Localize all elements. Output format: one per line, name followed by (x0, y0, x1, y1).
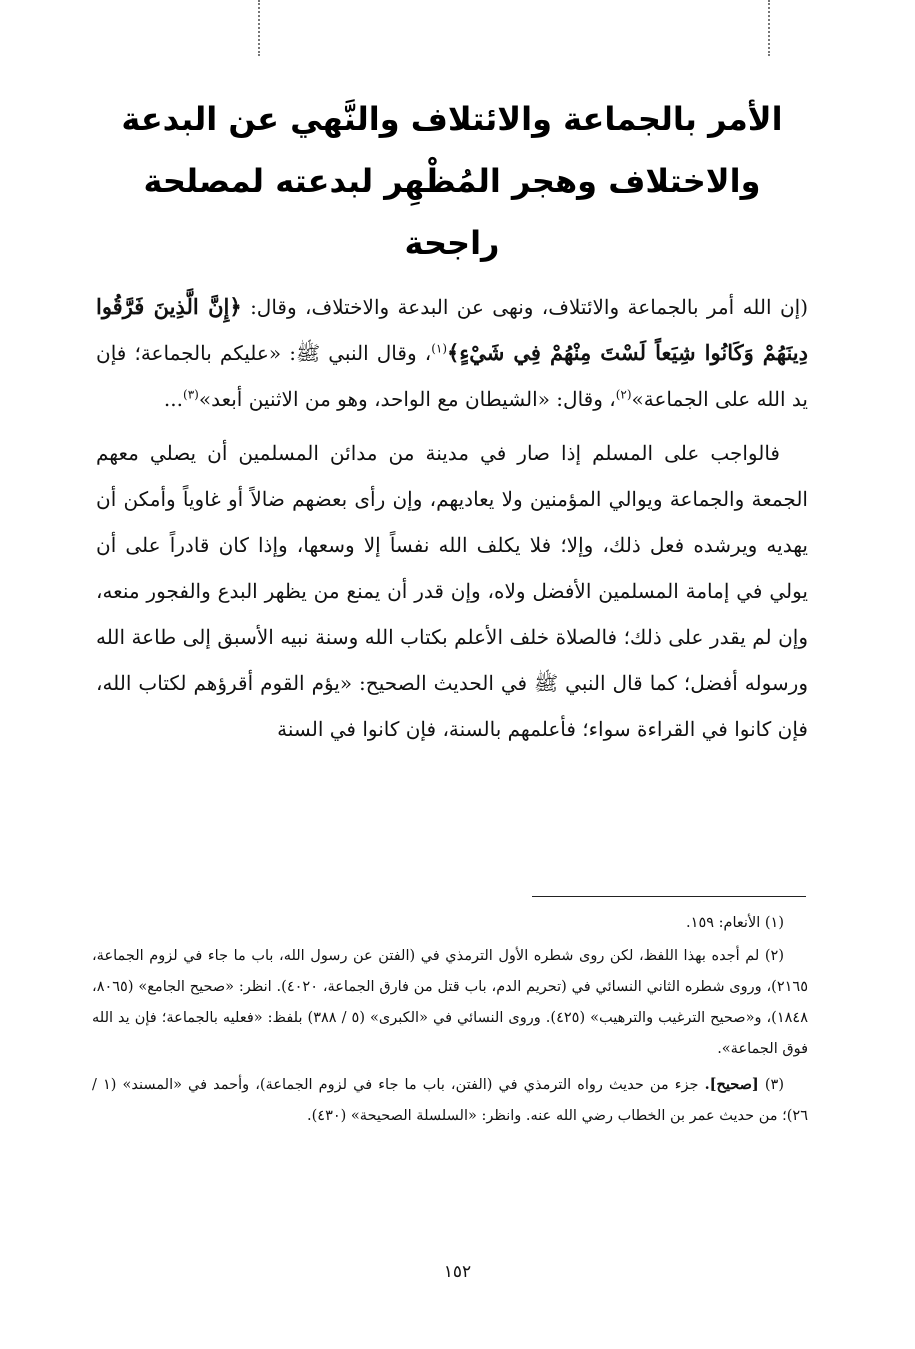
footnote-separator (532, 896, 806, 897)
page-number: ١٥٢ (443, 1262, 472, 1282)
chapter-title (96, 88, 808, 274)
footnote-1: (١) الأنعام: ١٥٩. (686, 915, 784, 931)
page-content (96, 88, 808, 752)
footnote-ref-2: (٢) (615, 387, 632, 402)
title-line-1: الأمر بالجماعة والائتلاف والنَّهي عن البدعة (121, 100, 783, 138)
footnote-3-grade: [صحيح]. (704, 1076, 759, 1093)
footnote-3 (92, 1069, 808, 1132)
paragraph-1-after-verse: ، وقال النبي ﷺ: «عليكم بالجماعة؛ فإن يد الله على الجماعة» (96, 341, 808, 411)
paragraph-1 (96, 284, 808, 422)
paragraph-2: فالواجب على المسلم إذا صار في مدينة من مدائن المسلمين أن يصلي معهم الجمعة والجماعة ويوالي المؤمنين ولا يعاديهم، وإن رأى بعضهم ضالاً أو غاوياً وأمكن أن يهديه ويرشده فعل ذلك، وإلا؛ فلا يكلف الله نفساً إلا وسعها، وإذا كان قادراً على أن يولي في إمامة المسلمين الأفضل ولاه، وإن قدر أن يمنع من يظهر البدع والفجور منعه، وإن لم يقدر على ذلك؛ فالصلاة خلف الأعلم بكتاب الله وسنة نبيه الأسبق إلى طاعة الله ورسوله أفضل؛ كما قال النبي ﷺ في الحديث الصحيح: «يؤم القوم أقرؤهم لكتاب الله، فإن كانوا في القراءة سواء؛ فأعلمهم بالسنة، فإن كانوا في السنة (96, 441, 808, 741)
paragraph-1-end: ... (163, 387, 183, 411)
scan-edge-mark-right (768, 0, 770, 56)
quran-verse: ﴿إِنَّ الَّذِينَ فَرَّقُوا دِينَهُمْ وَكَانُوا شِيَعاً لَسْتَ مِنْهُمْ فِي شَيْءٍ﴾ (96, 294, 808, 365)
scan-edge-mark-left (258, 0, 260, 56)
footnote-ref-3: (٣) (183, 387, 199, 402)
footnote-2: (٢) لم أجده بهذا اللفظ، لكن روى شطره الأول الترمذي في (الفتن عن رسول الله، باب ما جاء في لزوم الجماعة، ٢١٦٥)، وروى شطره الثاني النسائي في (تحريم الدم، باب قتل من فارق الجماعة، ٤٠٢٠). انظر: «صحيح الجامع» (٨٠٦٥، ١٨٤٨)، و«صحيح الترغيب والترهيب» (٤٢٥). وروى النسائي في «الكبرى» (٥ / ٣٨٨) بلفظ: «فعليه بالجماعة؛ فإن يد الله فوق الجماعة». (92, 948, 809, 1057)
paragraph-1-intro: (إن الله أمر بالجماعة والائتلاف، ونهى عن البدعة والاختلاف، وقال: (250, 295, 809, 319)
footnote-3-text: جزء من حديث رواه الترمذي في (الفتن، باب ما جاء في لزوم الجماعة)، وأحمد في «المسند» (١ / ٢٦)؛ من حديث عمر بن الخطاب رضي الله عنه. وانظر: «السلسلة الصحيحة» (٤٣٠). (92, 1077, 808, 1124)
footnote-ref-1: (١) (431, 341, 448, 356)
footnotes (92, 908, 808, 1136)
paragraph-1-mid: ، وقال: «الشيطان مع الواحد، وهو من الاثنين أبعد» (198, 387, 616, 411)
body-text (96, 284, 808, 752)
footnote-3-label: (٣) (764, 1077, 785, 1093)
title-line-2: والاختلاف وهجر المُظْهِر لبدعته لمصلحة راجحة (143, 162, 761, 262)
